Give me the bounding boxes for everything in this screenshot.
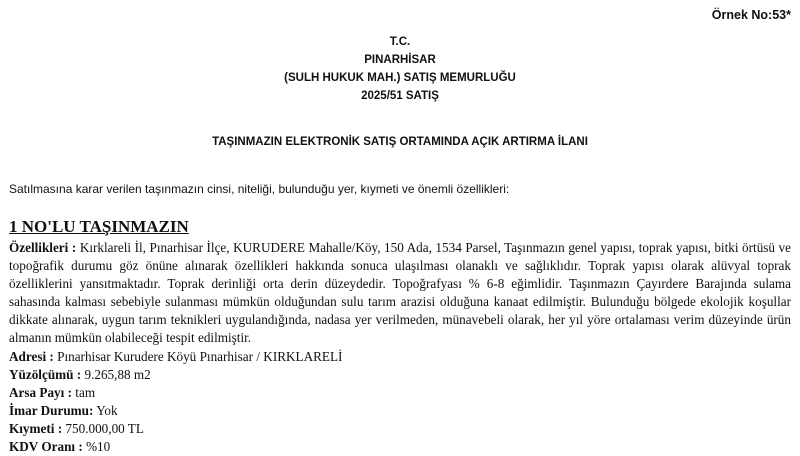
- properties-text: Kırklareli İl, Pınarhisar İlçe, KURUDERE Mahalle/Köy, 150 Ada, 1534 Parsel, Taşınmazın genel yapısı, toprak yapısı, bitki örtüsü ve topoğrafik durumu göz önüne alınarak özellikleri hakkında sonuca ulaşılması olanaklı ve sağlıklıdır. Toprak yapısı olarak alüvyal toprak özelliklerini yansıtmaktadır. Toprak derinliği orta derin düzeydedir. Topoğrafyası % 6-8 eğimlidir. Taşınmazın Çayırdere Barajında sulama sahasında kalması sebebiyle sulanması mümkün olduğundan sulu tarım arazisi olduğuna kanaat edilmiştir. Bulunduğu bölgede ekolojik koşullar dikkate alınarak, uygun tarım teknikleri uygulandığında, nadasa yer verilmeden, münavebeli olarak, her yıl yöre ortalaması verim düzeyinde ürün almanın mümkün olabileceği tespit edilmiştir.: [9, 240, 792, 346]
- intro-text: Satılmasına karar verilen taşınmazın cinsi, niteliği, bulunduğu yer, kıymeti ve önemli özellikleri:: [9, 182, 510, 196]
- property-details: [9, 239, 791, 456]
- field-vat-rate: [9, 438, 791, 456]
- field-value: 9.265,88 m2: [84, 366, 151, 382]
- header-case-number: 2025/51 SATIŞ: [361, 90, 439, 102]
- field-area: [9, 366, 791, 384]
- field-value-amount: [9, 420, 791, 438]
- field-value: 750.000,00 TL: [65, 420, 144, 436]
- header-tc: T.C.: [389, 36, 411, 48]
- field-value: Yok: [96, 402, 118, 418]
- field-value: %10: [86, 439, 111, 455]
- field-label: KDV Oranı :: [9, 439, 83, 455]
- field-value: tam: [75, 384, 96, 400]
- announcement-title: TAŞINMAZIN ELEKTRONİK SATIŞ ORTAMINDA AÇIK ARTIRMA İLANI: [212, 136, 588, 148]
- field-share: [9, 384, 791, 402]
- field-label: Arsa Payı :: [9, 384, 72, 400]
- section-title: 1 NO'LU TAŞINMAZIN: [9, 217, 189, 236]
- field-address: [9, 348, 791, 366]
- field-label: Kıymeti :: [9, 420, 63, 436]
- properties-paragraph: [9, 239, 791, 348]
- field-label: İmar Durumu:: [9, 402, 94, 418]
- field-label: Yüzölçümü :: [9, 366, 82, 382]
- field-value: Pınarhisar Kurudere Köyü Pınarhisar / KIRKLARELİ: [57, 348, 343, 364]
- header-office: (SULH HUKUK MAH.) SATIŞ MEMURLUĞU: [284, 72, 516, 84]
- document-header: [0, 33, 800, 105]
- properties-label: Özellikleri :: [9, 240, 77, 255]
- header-location: PINARHİSAR: [364, 54, 436, 66]
- field-label: Adresi :: [9, 348, 54, 364]
- sample-number: Örnek No:53*: [711, 8, 791, 22]
- field-zoning: [9, 402, 791, 420]
